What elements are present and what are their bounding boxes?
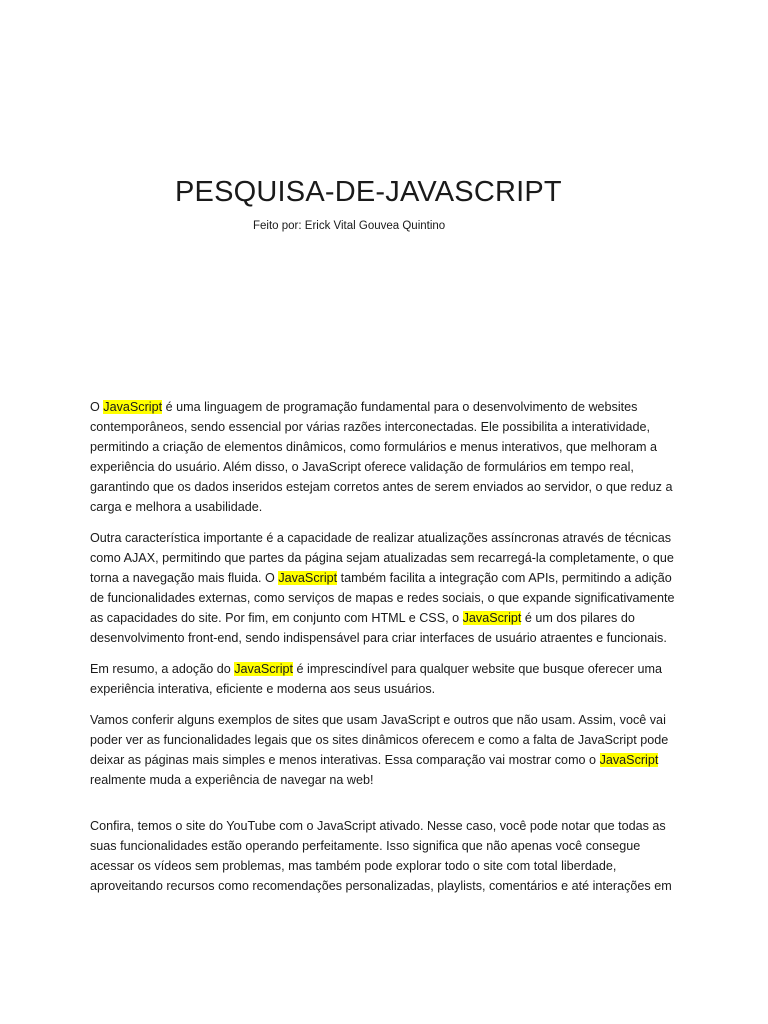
text-segment: de funcionalidades externas, como serviços de mapas e redes sociais, o que expande significativamente <box>90 591 675 605</box>
text-segment: permitindo a criação de elementos dinâmicos, como formulários e menus interativos, que melhoram a <box>90 440 657 454</box>
text-line <box>90 588 690 608</box>
text-segment: Vamos conferir alguns exemplos de sites que usam JavaScript e outros que não usam. Assim, você vai <box>90 713 666 727</box>
text-segment: acessar os vídeos sem problemas, mas também pode explorar todo o site com total liberdade, <box>90 859 617 873</box>
text-line <box>90 477 690 497</box>
document-body <box>90 397 690 907</box>
text-segment: Em resumo, a adoção do <box>90 662 235 676</box>
text-segment: contemporâneos, sendo essencial por várias razões interconectadas. Ele possibilita a interatividade, <box>90 420 651 434</box>
text-line <box>90 628 690 648</box>
text-line <box>90 876 690 896</box>
text-segment: deixar as páginas mais simples e menos interativas. Essa comparação vai mostrar como o <box>90 753 600 767</box>
text-line <box>90 457 690 477</box>
text-segment: também facilita a integração com APIs, permitindo a adição <box>337 571 672 585</box>
text-line <box>90 816 690 836</box>
text-line <box>90 679 690 699</box>
text-segment: suas funcionalidades estão operando perfeitamente. Isso significa que não apenas você consegue <box>90 839 641 853</box>
text-segment: carga e melhora a usabilidade. <box>90 500 263 514</box>
text-segment: como AJAX, permitindo que partes da página sejam atualizadas sem recarregá-la completamente, o que <box>90 551 674 565</box>
text-line <box>90 750 690 770</box>
text-line <box>90 710 690 730</box>
text-line <box>90 497 690 517</box>
text-segment: garantindo que os dados inseridos estejam corretos antes de serem enviados ao servidor, o que reduz a <box>90 480 673 494</box>
highlighted-term: JavaScript <box>234 662 294 676</box>
document-title: PESQUISA-DE-JAVASCRIPT <box>175 176 562 208</box>
text-segment: realmente muda a experiência de navegar na web! <box>90 773 374 787</box>
text-segment: é uma linguagem de programação fundamental para o desenvolvimento de websites <box>162 400 638 414</box>
text-line <box>90 659 690 679</box>
text-segment: poder ver as funcionalidades legais que os sites dinâmicos oferecem e como a falta de JavaScript pode <box>90 733 669 747</box>
text-line <box>90 836 690 856</box>
text-segment: as capacidades do site. Por fim, em conjunto com HTML e CSS, o <box>90 611 463 625</box>
text-line <box>90 856 690 876</box>
text-line <box>90 528 690 548</box>
paragraph <box>90 816 690 896</box>
text-line <box>90 437 690 457</box>
text-line <box>90 608 690 628</box>
paragraph <box>90 397 690 517</box>
text-segment: experiência do usuário. Além disso, o JavaScript oferece validação de formulários em tempo real, <box>90 460 634 474</box>
highlighted-term: JavaScript <box>599 753 659 767</box>
text-line <box>90 730 690 750</box>
text-segment: é um dos pilares do <box>521 611 635 625</box>
text-line <box>90 548 690 568</box>
highlighted-term: JavaScript <box>103 400 163 414</box>
text-segment: é imprescindível para qualquer website que busque oferecer uma <box>293 662 662 676</box>
highlighted-term: JavaScript <box>462 611 522 625</box>
text-line <box>90 397 690 417</box>
text-segment: aproveitando recursos como recomendações personalizadas, playlists, comentários e até interações em <box>90 879 672 893</box>
text-line <box>90 417 690 437</box>
text-line <box>90 568 690 588</box>
text-segment: experiência interativa, eficiente e moderna aos seus usuários. <box>90 682 436 696</box>
paragraph <box>90 710 690 790</box>
text-segment: Outra característica importante é a capacidade de realizar atualizações assíncronas através de técnicas <box>90 531 672 545</box>
highlighted-term: JavaScript <box>278 571 338 585</box>
text-segment: O <box>90 400 104 414</box>
paragraph <box>90 659 690 699</box>
paragraph <box>90 528 690 648</box>
text-segment: desenvolvimento front-end, sendo indispensável para criar interfaces de usuário atraentes e funcionais. <box>90 631 667 645</box>
text-segment: Confira, temos o site do YouTube com o JavaScript ativado. Nesse caso, você pode notar que todas as <box>90 819 666 833</box>
text-segment: torna a navegação mais fluida. O <box>90 571 279 585</box>
text-line <box>90 770 690 790</box>
author-line: Feito por: Erick Vital Gouvea Quintino <box>253 220 446 232</box>
